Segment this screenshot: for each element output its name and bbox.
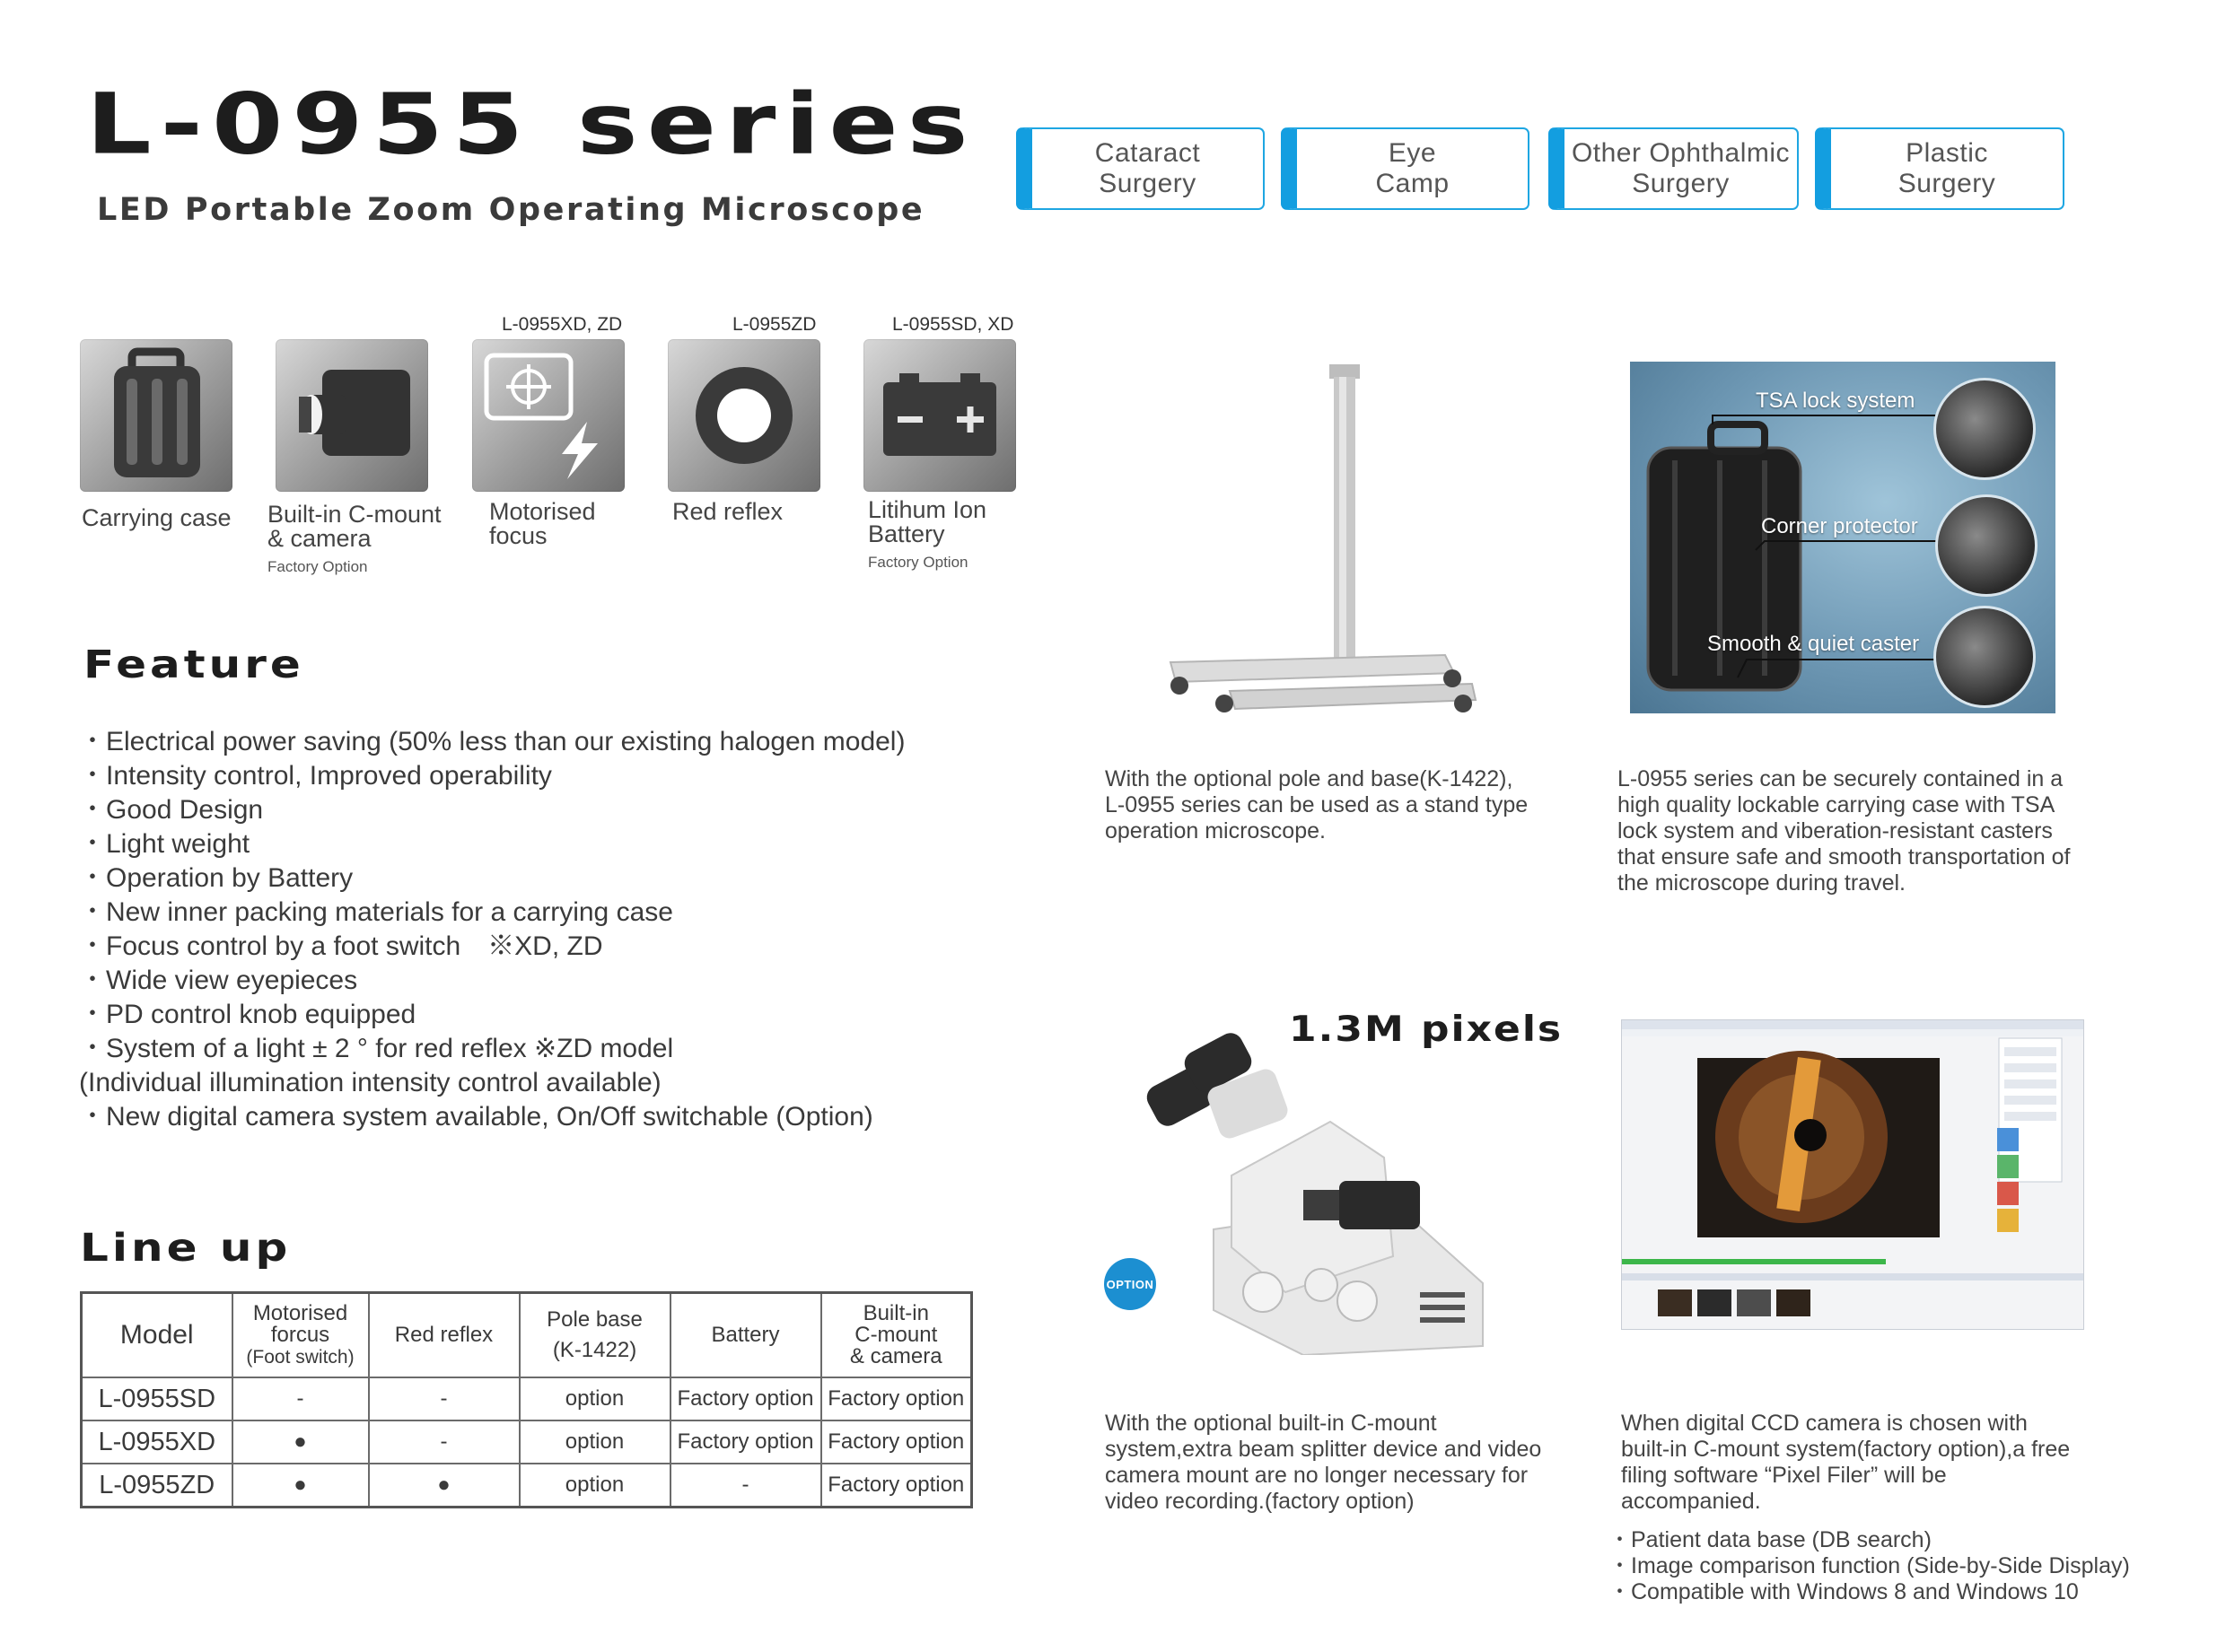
cell-red-reflex: ● (369, 1464, 520, 1508)
case-description (1617, 766, 2070, 896)
desc-line: L-0955 series can be used as a stand type (1105, 792, 1529, 817)
product-subtitle: LED Portable Zoom Operating Microscope (97, 192, 925, 228)
category-line1: Plastic (1906, 138, 1988, 168)
corner-protector-label: Corner protector (1761, 514, 1918, 538)
header-pole-base (520, 1293, 670, 1378)
cell-pole-base: option (520, 1420, 670, 1464)
feature-item: ・Good Design (79, 795, 264, 825)
feature-item: (Individual illumination intensity control available) (79, 1068, 662, 1097)
category-tab-plastic[interactable] (1815, 127, 2064, 210)
desc-line: built-in C-mount system(factory option),a free (1621, 1437, 2071, 1462)
desc-line: camera mount are no longer necessary for (1105, 1463, 1529, 1488)
caster-label: Smooth & quiet caster (1707, 632, 1920, 656)
feature-list (79, 725, 905, 1134)
caster-zoom (1933, 606, 2036, 708)
caption-line: Battery (868, 520, 945, 547)
desc-line: video recording.(factory option) (1105, 1489, 1415, 1514)
category-line1: Cataract (1094, 138, 1201, 168)
desc-line: When digital CCD camera is chosen with (1621, 1411, 2028, 1436)
category-tab-cataract[interactable] (1016, 127, 1265, 210)
caption-line: focus (489, 522, 548, 549)
desc-line: operation microscope. (1105, 818, 1326, 843)
feature-item: ・System of a light ± 2 ° for red reflex ※ZD model (79, 1034, 674, 1063)
option-badge: OPTION (1104, 1258, 1156, 1310)
feature-item: ・Light weight (79, 829, 250, 859)
corner-protector-zoom (1935, 494, 2038, 597)
category-line2: Surgery (1897, 169, 1996, 198)
desc-line: L-0955 series can be securely contained in a (1617, 766, 2064, 791)
crosshair-lightning-icon (472, 339, 625, 492)
header-line: forcus (270, 1322, 330, 1347)
icon-caption-red-reflex (672, 500, 783, 524)
desc-line: lock system and viberation-resistant casters (1617, 818, 2053, 843)
header-red-reflex: Red reflex (369, 1293, 520, 1378)
pole-stand-image (1149, 359, 1490, 727)
stand-description (1105, 766, 1528, 844)
camera-description (1105, 1411, 1541, 1515)
category-line2: Surgery (1099, 169, 1196, 198)
feature-item: ・PD control knob equipped (79, 1000, 416, 1029)
header-line: (Foot switch) (246, 1346, 355, 1368)
table-row (82, 1464, 972, 1508)
feature-item: ・Operation by Battery (79, 863, 354, 893)
tsa-lock-zoom (1933, 378, 2036, 480)
header-line: Built-in (863, 1301, 929, 1325)
feature-item: ・Electrical power saving (50% less than our existing halogen model) (79, 727, 906, 756)
header-line: (K-1422) (552, 1338, 637, 1362)
carrying-case-image (1630, 362, 2055, 713)
category-tab-eye-camp[interactable] (1281, 127, 1529, 210)
model-label: L-0955ZD (732, 314, 817, 335)
product-title: L-0955 series (86, 74, 977, 173)
cell-camera: Factory option (821, 1464, 972, 1508)
icon-caption-motorised (489, 500, 596, 548)
model-label: L-0955XD, ZD (502, 314, 623, 335)
lineup-table (80, 1291, 973, 1508)
factory-option-note: Factory Option (267, 558, 368, 575)
table-row (82, 1420, 972, 1464)
cell-camera: Factory option (821, 1377, 972, 1420)
cell-battery: - (670, 1464, 821, 1508)
tsa-lock-label: TSA lock system (1756, 389, 1915, 413)
cell-battery: Factory option (670, 1420, 821, 1464)
pixels-heading: 1.3M pixels (1289, 1009, 1564, 1050)
desc-line: With the optional built-in C-mount (1105, 1411, 1437, 1436)
header-line: & camera (849, 1344, 942, 1368)
header-battery: Battery (670, 1293, 821, 1378)
cell-pole-base: option (520, 1464, 670, 1508)
software-feature-item: ・Compatible with Windows 8 and Windows 10 (1608, 1579, 2079, 1604)
feature-item: ・Wide view eyepieces (79, 966, 358, 995)
category-line2: Surgery (1632, 169, 1730, 198)
table-row (82, 1377, 972, 1420)
category-line1: Other Ophthalmic (1571, 138, 1791, 168)
cell-motorised: - (232, 1377, 369, 1420)
cell-motorised: ● (232, 1464, 369, 1508)
desc-line: filing software “Pixel Filer” will be (1621, 1463, 1947, 1488)
caption-line: Litihum Ion (868, 496, 987, 523)
software-feature-list (1608, 1527, 2130, 1605)
model-label: L-0955SD, XD (892, 314, 1014, 335)
desc-line: system,extra beam splitter device and video (1105, 1437, 1542, 1462)
icon-caption-camera (267, 503, 442, 579)
desc-line: With the optional pole and base(K-1422), (1105, 766, 1513, 791)
header-camera (821, 1293, 972, 1378)
desc-line: that ensure safe and smooth transportation of (1617, 844, 2071, 870)
desc-line: the microscope during travel. (1617, 870, 1906, 896)
cell-model: L-0955SD (82, 1377, 232, 1420)
ring-icon (668, 339, 820, 492)
caption-line: Red reflex (672, 498, 784, 525)
caption-line: Built-in C-mount (267, 501, 442, 528)
cell-motorised: ● (232, 1420, 369, 1464)
header-line: Pole base (547, 1307, 643, 1332)
cell-red-reflex: - (369, 1420, 520, 1464)
header-line: C-mount (854, 1323, 938, 1347)
cell-camera: Factory option (821, 1420, 972, 1464)
pixel-filer-screenshot (1621, 1019, 2084, 1330)
caption-line: Motorised (489, 498, 596, 525)
header-motorised (232, 1293, 369, 1378)
battery-icon (863, 339, 1016, 492)
cell-battery: Factory option (670, 1377, 821, 1420)
category-tab-other-ophthalmic[interactable] (1548, 127, 1799, 210)
feature-item: ・Intensity control, Improved operability (79, 761, 552, 791)
icon-caption-battery (868, 498, 986, 574)
camera-icon (276, 339, 428, 492)
header-line: Motorised (252, 1300, 348, 1325)
software-feature-item: ・Patient data base (DB search) (1608, 1527, 1932, 1552)
software-feature-item: ・Image comparison function (Side-by-Side Display) (1608, 1553, 2130, 1578)
factory-option-note: Factory Option (868, 554, 968, 571)
microscope-image (1097, 1023, 1492, 1355)
suitcase-icon (80, 339, 232, 492)
cell-model: L-0955XD (82, 1420, 232, 1464)
desc-line: accompanied. (1621, 1489, 1761, 1514)
cell-red-reflex: - (369, 1377, 520, 1420)
desc-line: high quality lockable carrying case with TSA (1617, 792, 2055, 817)
software-description (1621, 1411, 2070, 1515)
feature-item: ・New inner packing materials for a carrying case (79, 897, 673, 927)
caption-line: & camera (267, 525, 372, 552)
icon-caption-carrying-case (82, 506, 232, 530)
feature-heading: Feature (83, 642, 304, 687)
caption-line: Carrying case (82, 504, 232, 531)
lineup-heading: Line up (80, 1226, 292, 1271)
category-line1: Eye (1388, 138, 1437, 168)
cell-pole-base: option (520, 1377, 670, 1420)
feature-item: ・Focus control by a foot switch ※XD, ZD (79, 931, 603, 961)
table-header-row (82, 1293, 972, 1378)
category-line2: Camp (1375, 169, 1450, 198)
header-model: Model (82, 1293, 232, 1378)
feature-item: ・New digital camera system available, On/Off switchable (Option) (79, 1102, 873, 1132)
cell-model: L-0955ZD (82, 1464, 232, 1508)
